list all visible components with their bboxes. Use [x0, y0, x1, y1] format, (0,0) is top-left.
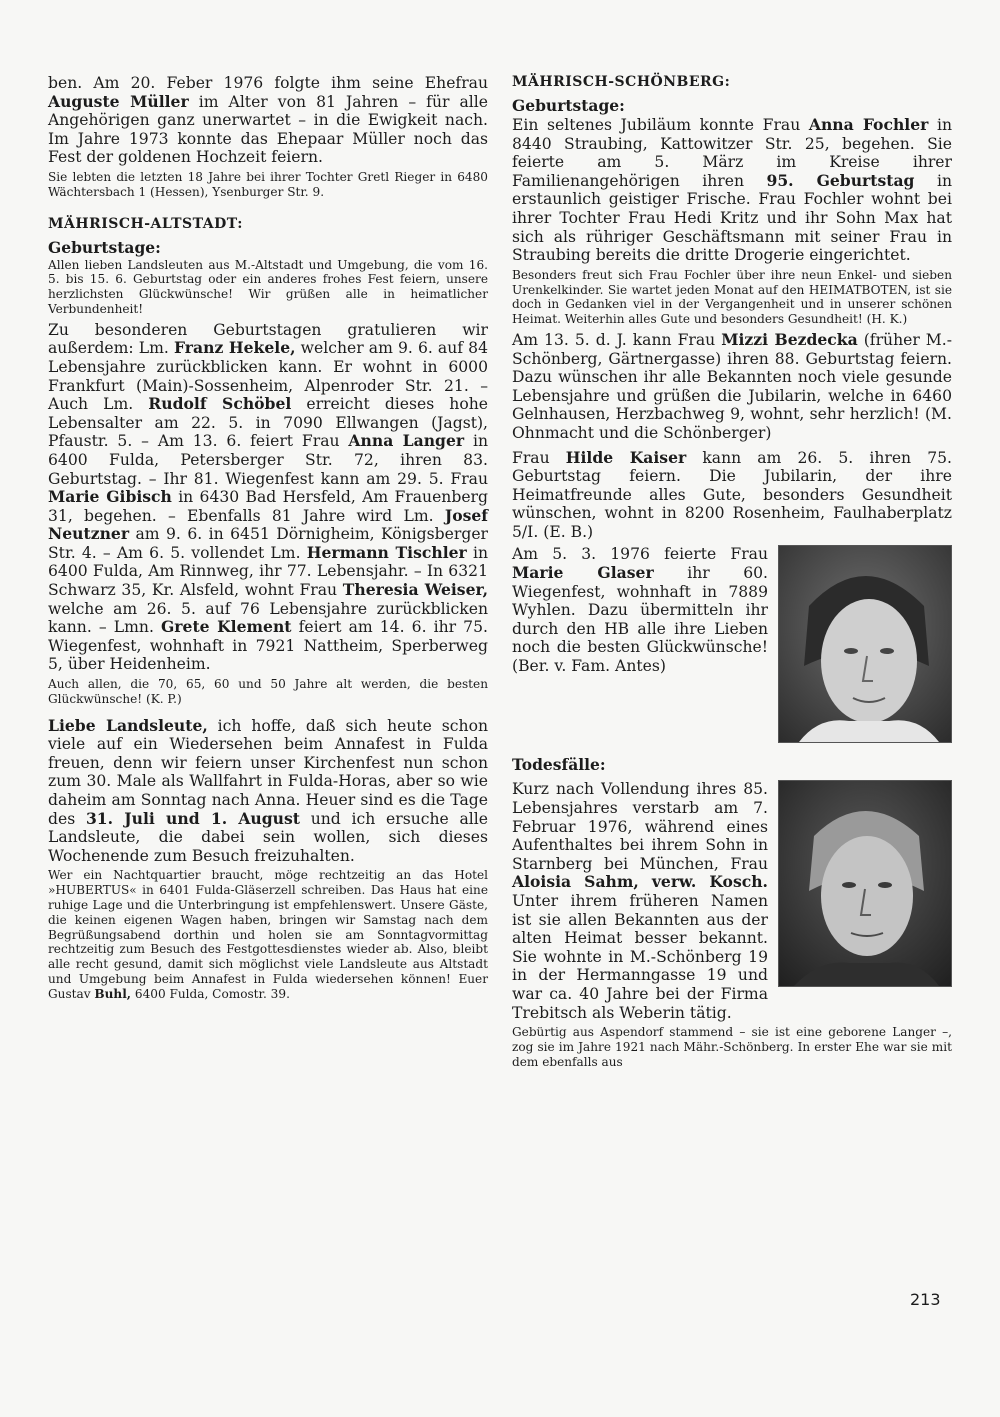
paragraph-sahm-origin: Gebürtig aus Aspendorf stammend – sie ist eine geborene Langer –, zog sie im Jahre 1921 nach Mähr.-Schönberg. In erster Ehe war sie mit dem ebenfalls aus [512, 1025, 952, 1069]
glaser-block [512, 545, 952, 743]
portrait-glaser-image [779, 546, 951, 742]
paragraph-kaiser: Frau Hilde Kaiser kann am 26. 5. ihren 75. Geburtstag feiern. Die Jubilarin, der ihre Heimatfreunde alles Gute, besonders Gesundheit wünschen, wohnt in 8200 Rosenheim, Faulhaberplatz 5/I. (E. B.) [512, 447, 952, 541]
left-column [48, 74, 488, 1006]
portrait-photo-sahm [778, 780, 952, 987]
portrait-photo-glaser [778, 545, 952, 743]
section-heading-schoenberg: MÄHRISCH-SCHÖNBERG: [512, 74, 731, 90]
paragraph-all-birthdays: Auch allen, die 70, 65, 60 und 50 Jahre alt werden, die besten Glückwünsche! (K. P.) [48, 677, 488, 706]
paragraph-bezdecka: Am 13. 5. d. J. kann Frau Mizzi Bezdecka (früher M.-Schönberg, Gärtnergasse) ihren 88. Geburtstag feiern. Dazu wünschen ihr alle Bekannten noch viele gesunde Lebensjahre und grüßen die Jubilarin, welche in 6460 Gelnhausen, Herzbachweg 9, wohnt, sehr herzlich! (M. Ohnmacht und die Schönberger) [512, 329, 953, 442]
paragraph-glaser: Am 5. 3. 1976 feierte Frau Marie Glaser ihr 60. Wiegenfest, wohnhaft in 7889 Wyhlen. Dazu übermitteln ihr durch den HB alle ihre Lieben noch die besten Glückwünsche! (Ber. v. Fam. Antes) [512, 545, 768, 676]
subheading-geburtstage-schoenberg: Geburtstage: [512, 96, 625, 115]
subheading-geburtstage: Geburtstage: [48, 237, 161, 257]
page-number: 213 [910, 1290, 941, 1309]
paragraph-hotel: Wer ein Nachtquartier braucht, möge rechtzeitig an das Hotel »HUBERTUS« in 6401 Fulda-Gläserzell schreiben. Das Haus hat eine ruhige Lage und die Unterbringung ist empfehlenswert. Unsere Gäste, die keinen eigenen Wagen haben, bringen wir Samstag nach dem Begrüßungsabend dorthin und holen sie am Sonntagvormittag rechtzeitig zum Besuch des Festgottesdienstes wieder ab. Also, bleibt alle recht gesund, damit sich möglichst viele Landsleute aus Altstadt und Umgebung beim Annafest in Fulda wiedersehen können! Euer Gustav Buhl, 6400 Fulda, Comostr. 39. [48, 868, 488, 1001]
paragraph-annafest: Liebe Landsleute, ich hoffe, daß sich heute schon viele auf ein Wiedersehen beim Annafest in Fulda freuen, denn wir feiern unser Kirchenfest nun schon zum 30. Male als Wallfahrt in Fulda-Horas, aber so wie daheim am Sonntag nach Anna. Heuer sind es die Tage des 31. Juli und 1. August und ich ersuche alle Landsleute, die dabei sein wollen, sich dieses Wochenende zum Besuch freizuhalten. [48, 715, 488, 865]
subheading-todesfaelle: Todesfälle: [512, 755, 606, 775]
sahm-block [512, 780, 952, 1025]
section-heading-altstadt: MÄHRISCH-ALTSTADT: [48, 215, 243, 232]
paragraph-greetings: Allen lieben Landsleuten aus M.-Altstadt und Umgebung, die vom 16. 5. bis 15. 6. Geburtstag oder ein anderes frohes Fest feiern, unsere herzlichsten Glückwünsche! Wir grüßen alle in heimatlicher Verbundenheit! [48, 257, 488, 316]
right-column [512, 74, 952, 1074]
paragraph-mueller: ben. Am 20. Feber 1976 folgte ihm seine Ehefrau Auguste Müller im Alter von 81 Jahren – für alle Angehörigen ganz unerwartet – in die Ewigkeit nach. Im Jahre 1973 konnte das Ehepaar Müller noch das Fest der goldenen Hochzeit feiern. [48, 74, 489, 167]
paragraph-birthdays: Zu besonderen Geburtstagen gratulieren wir außerdem: Lm. Franz Hekele, welcher am 9. 6. auf 84 Lebensjahre zurückblicken kann. Er wohnt in 6000 Frankfurt (Main)-Sossenheim, Alpenroder Str. 21. – Auch Lm. Rudolf Schöbel erreicht dieses hohe Lebensalter am 22. 5. in 7090 Ellwangen (Jagst), Pfaustr. 5. – Am 13. 6. feiert Frau Anna Langer in 6400 Fulda, Petersberger Str. 72, ihren 83. Geburtstag. – Ihr 81. Wiegenfest kann am 29. 5. Frau Marie Gibisch in 6430 Bad Hersfeld, Am Frauenberg 31, begehen. – Ebenfalls 81 Jahre wird Lm. Josef Neutzner am 9. 6. in 6451 Dörnigheim, Königsberger Str. 4. – Am 6. 5. vollendet Lm. Hermann Tischler in 6400 Fulda, Am Rinnweg, ihr 77. Lebensjahr. – In 6321 Schwarz 35, Kr. Alsfeld, wohnt Frau Theresia Weiser, welche am 26. 5. auf 76 Lebensjahre zurückblicken kann. – Lmn. Grete Klement feiert am 14. 6. ihr 75. Wiegenfest, wohnhaft in 7921 Nattheim, Sperberweg 5, über Heidenheim. [48, 320, 489, 674]
paragraph-rieger: Sie lebten die letzten 18 Jahre bei ihrer Tochter Gretl Rieger in 6480 Wächtersbach 1 (Hessen), Ysenburger Str. 9. [48, 169, 488, 199]
paragraph-fochler: Ein seltenes Jubiläum konnte Frau Anna Fochler in 8440 Straubing, Kattowitzer Str. 25, begehen. Sie feierte am 5. März im Kreise ihrer Familienangehörigen ihren 95. Geburtstag in erstaunlich geistiger Frische. Frau Fochler wohnt bei ihrer Tochter Frau Hedi Kritz und ihr Sohn Max hat sich als rühriger Geschäftsmann mit seiner Frau in Straubing bereits die dritte Drogerie eingerichtet. [512, 115, 953, 265]
paragraph-sahm-part1: Kurz nach Vollendung ihres 85. Lebensjahres verstarb am 7. Februar 1976, während eines Aufenthaltes bei ihrem Sohn in Starnberg bei München, Frau Aloisia Sahm, verw. Kosch. Unter ihrem früheren Namen ist sie allen Bekannten aus der alten Heimat besser bekannt. Sie wohnte in M.-Schönberg 19 in der Hermanngasse 19 und war ca. 40 Jahre bei der Firma Trebitsch als Weberin tätig. [512, 780, 768, 1022]
paragraph-fochler-grandchildren: Besonders freut sich Frau Fochler über ihre neun Enkel- und sieben Urenkelkinder. Sie wartet jeden Monat auf den HEIMATBOTEN, ist sie doch in Gedanken viel in der Vergangenheit und in unserer schönen Heimat. Weiterhin alles Gute und besonders Gesundheit! (H. K.) [512, 267, 952, 327]
portrait-sahm-image [779, 781, 951, 986]
